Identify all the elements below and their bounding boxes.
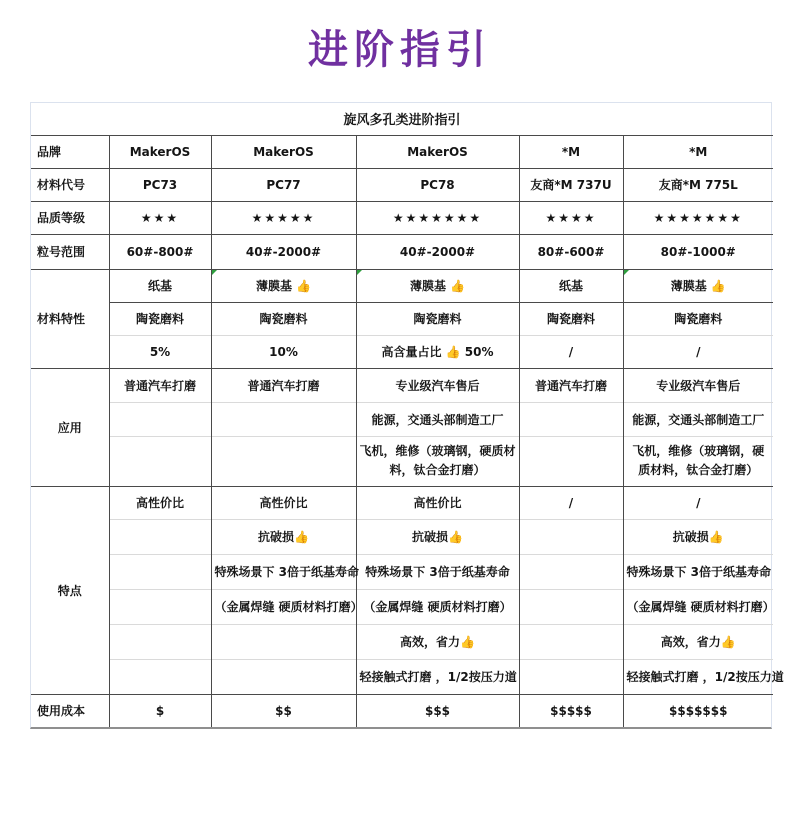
cell-feat1-3: 高性价比 [356, 486, 519, 519]
row-label-material-properties: 材料特性 [31, 269, 109, 368]
cell-brand-1: MakerOS [109, 135, 211, 168]
cell-stars-5: ★★★★★★★ [623, 201, 773, 234]
comparison-table [30, 102, 784, 729]
cell-feat3-5: 特殊场景下 3倍于纸基寿命 [623, 554, 773, 589]
comment-marker-icon [624, 270, 629, 275]
cell-abrasive-3: 陶瓷磨料 [356, 302, 519, 335]
table-title: 旋风多孔类进阶指引 [343, 113, 461, 129]
cell-app2-1 [109, 402, 211, 436]
cell-app3-2 [211, 436, 356, 486]
cell-grit-2: 40#-2000# [211, 234, 356, 269]
cell-app1-4: 普通汽车打磨 [519, 368, 623, 402]
cell-feat5-5: 高效，省力👍 [623, 624, 773, 659]
cell-stars-2: ★★★★★ [211, 201, 356, 234]
cell-feat2-1 [109, 519, 211, 554]
cell-app1-3: 专业级汽车售后 [356, 368, 519, 402]
cell-app2-2 [211, 402, 356, 436]
cell-code-1: PC73 [109, 168, 211, 201]
cell-feat5-4 [519, 624, 623, 659]
row-label-features: 特点 [31, 486, 109, 694]
cell-brand-2: MakerOS [211, 135, 356, 168]
cell-feat3-1 [109, 554, 211, 589]
cell-grit-3: 40#-2000# [356, 234, 519, 269]
cell-feat5-3: 高效，省力👍 [356, 624, 519, 659]
cell-grit-4: 80#-600# [519, 234, 623, 269]
cell-cost-4: $$$$$ [519, 694, 623, 727]
cell-code-5: 友商*M 775L [623, 168, 773, 201]
cell-feat3-3: 特殊场景下 3倍于纸基寿命 [356, 554, 519, 589]
cell-feat6-1 [109, 659, 211, 694]
cell-app3-3: 飞机，维修（玻璃钢，硬质材料，钛合金打磨） [356, 436, 519, 486]
cell-feat5-1 [109, 624, 211, 659]
cell-app2-3: 能源，交通头部制造工厂 [356, 402, 519, 436]
cell-content-5: / [623, 335, 773, 368]
cell-feat6-5: 轻接触式打磨 ，1/2按压力道 [623, 659, 773, 694]
cell-abrasive-2: 陶瓷磨料 [211, 302, 356, 335]
row-label-brand: 品牌 [31, 135, 109, 168]
cell-base-4: 纸基 [519, 269, 623, 302]
cell-feat3-2: 特殊场景下 3倍于纸基寿命 [211, 554, 356, 589]
row-label-usage-cost: 使用成本 [31, 694, 109, 727]
cell-stars-3: ★★★★★★★ [356, 201, 519, 234]
cell-brand-3: MakerOS [356, 135, 519, 168]
cell-base-1: 纸基 [109, 269, 211, 302]
cell-app1-5: 专业级汽车售后 [623, 368, 773, 402]
cell-abrasive-1: 陶瓷磨料 [109, 302, 211, 335]
cell-feat4-5: （金属焊缝 硬质材料打磨） [623, 589, 773, 624]
row-label-material-code: 材料代号 [31, 168, 109, 201]
row-label-grit-range: 粒号范围 [31, 234, 109, 269]
cell-feat2-2: 抗破损👍 [211, 519, 356, 554]
cell-feat6-4 [519, 659, 623, 694]
cell-app1-2: 普通汽车打磨 [211, 368, 356, 402]
cell-cost-1: $ [109, 694, 211, 727]
cell-feat2-3: 抗破损👍 [356, 519, 519, 554]
cell-feat6-2 [211, 659, 356, 694]
page-title: 进阶指引 [308, 27, 492, 73]
cell-stars-4: ★★★★ [519, 201, 623, 234]
cell-cost-2: $$ [211, 694, 356, 727]
cell-code-3: PC78 [356, 168, 519, 201]
cell-feat4-4 [519, 589, 623, 624]
cell-grit-1: 60#-800# [109, 234, 211, 269]
cell-feat2-4 [519, 519, 623, 554]
cell-feat6-3: 轻接触式打磨 ，1/2按压力道 [356, 659, 519, 694]
cell-content-1: 5% [109, 335, 211, 368]
cell-feat1-1: 高性价比 [109, 486, 211, 519]
cell-grit-5: 80#-1000# [623, 234, 773, 269]
cell-feat4-2: （金属焊缝 硬质材料打磨） [211, 589, 356, 624]
row-label-quality-grade: 品质等级 [31, 201, 109, 234]
cell-base-3-text: 薄膜基 👍 [409, 279, 466, 293]
cell-app3-1 [109, 436, 211, 486]
cell-feat3-4 [519, 554, 623, 589]
cell-feat5-2 [211, 624, 356, 659]
cell-feat2-5: 抗破损👍 [623, 519, 773, 554]
cell-app2-5: 能源，交通头部制造工厂 [623, 402, 773, 436]
cell-cost-5: $$$$$$$ [623, 694, 773, 727]
cell-brand-4: *M [519, 135, 623, 168]
cell-content-2: 10% [211, 335, 356, 368]
cell-brand-5: *M [623, 135, 773, 168]
cell-cost-3: $$$ [356, 694, 519, 727]
row-label-application: 应用 [31, 368, 109, 486]
cell-base-3 [356, 269, 519, 302]
cell-abrasive-5: 陶瓷磨料 [623, 302, 773, 335]
cell-base-5-text: 薄膜基 👍 [670, 279, 726, 293]
cell-content-4: / [519, 335, 623, 368]
cell-app3-4 [519, 436, 623, 486]
cell-code-2: PC77 [211, 168, 356, 201]
cell-feat1-4: / [519, 486, 623, 519]
cell-content-3: 高含量占比 👍 50% [356, 335, 519, 368]
cell-feat1-2: 高性价比 [211, 486, 356, 519]
cell-base-2-text: 薄膜基 👍 [255, 279, 312, 293]
cell-app3-5: 飞机，维修（玻璃钢，硬质材料，钛合金打磨） [623, 436, 773, 486]
cell-code-4: 友商*M 737U [519, 168, 623, 201]
comment-marker-icon [357, 270, 362, 275]
cell-feat4-3: （金属焊缝 硬质材料打磨） [356, 589, 519, 624]
comment-marker-icon [212, 270, 217, 275]
cell-app2-4 [519, 402, 623, 436]
cell-stars-1: ★★★ [109, 201, 211, 234]
cell-base-2 [211, 269, 356, 302]
cell-base-5 [623, 269, 773, 302]
cell-abrasive-4: 陶瓷磨料 [519, 302, 623, 335]
cell-feat1-5: / [623, 486, 773, 519]
cell-feat4-1 [109, 589, 211, 624]
cell-app1-1: 普通汽车打磨 [109, 368, 211, 402]
